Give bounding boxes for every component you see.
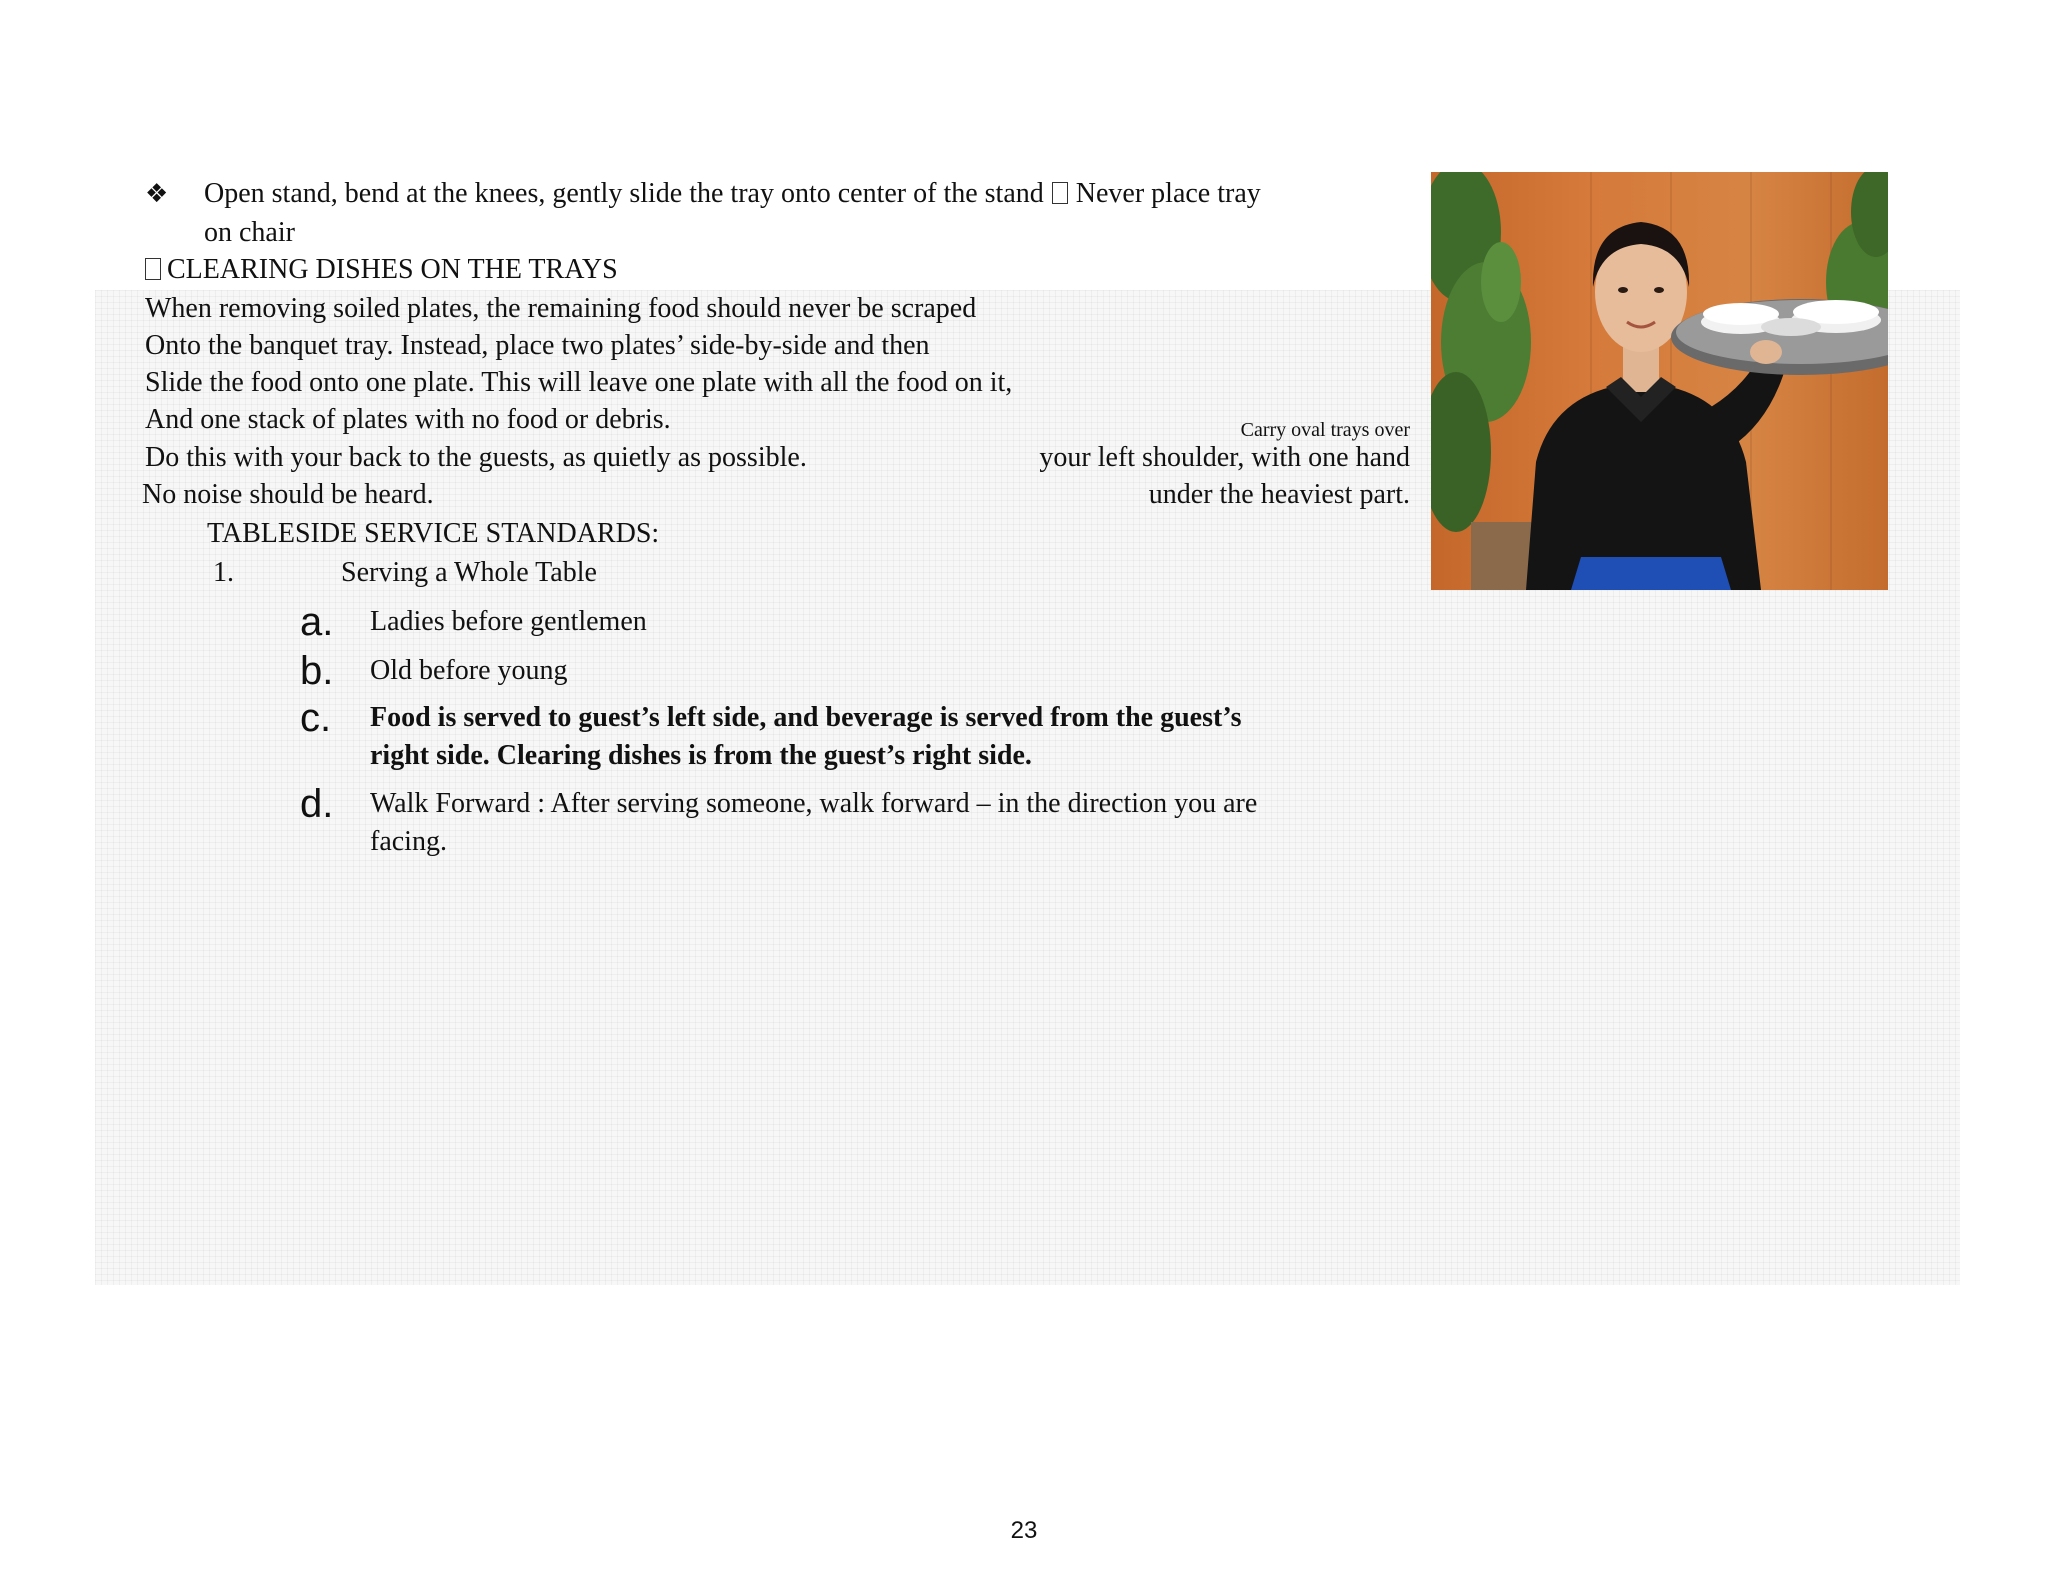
clearing-line: No noise should be heard. (142, 479, 434, 510)
missing-glyph-box-icon (1052, 182, 1068, 204)
photo-caption-line: under the heaviest part. (1148, 479, 1410, 510)
photo-caption-line: your left shoulder, with one hand (1039, 442, 1410, 473)
list-item-text: right side. Clearing dishes is from the guest’s right side. (370, 740, 1032, 771)
page-number: 23 (1010, 1517, 1038, 1544)
list-item-text: Food is served to guest’s left side, and beverage is served from the guest’s (370, 702, 1242, 733)
tableside-item-title: Serving a Whole Table (341, 557, 597, 588)
diamond-bullet-icon: ❖ (145, 179, 169, 209)
list-item-text: Ladies before gentlemen (370, 606, 647, 637)
clearing-line: And one stack of plates with no food or debris. (145, 404, 671, 435)
photo-caption-line: Carry oval trays over (1240, 419, 1410, 441)
list-letter: b. (300, 649, 334, 693)
list-letter: a. (300, 600, 334, 644)
photo-illustration (1431, 172, 1888, 590)
clearing-heading-text: CLEARING DISHES ON THE TRAYS (167, 254, 618, 285)
missing-glyph-box-icon (145, 258, 161, 280)
clearing-line: Slide the food onto one plate. This will leave one plate with all the food on it, (145, 367, 1013, 398)
list-letter: c. (300, 696, 332, 740)
intro-bullet-text-after: Never place tray (1075, 178, 1261, 209)
clearing-line: When removing soiled plates, the remaining food should never be scraped (145, 293, 977, 324)
plant-icon (1431, 172, 1531, 532)
intro-bullet-line (204, 176, 1261, 212)
list-item-text: Old before young (370, 655, 568, 686)
clearing-line: Do this with your back to the guests, as quietly as possible. (145, 442, 807, 473)
tableside-heading: TABLESIDE SERVICE STANDARDS: (207, 518, 660, 549)
list-item-text: facing. (370, 826, 447, 857)
list-item-text: Walk Forward : After serving someone, walk forward – in the direction you are (370, 788, 1258, 819)
intro-bullet-text: Open stand, bend at the knees, gently slide the tray onto center of the stand (204, 178, 1044, 209)
intro-bullet-continuation: on chair (204, 217, 295, 248)
clearing-heading (145, 252, 618, 288)
clearing-line: Onto the banquet tray. Instead, place two plates’ side-by-side and then (145, 330, 930, 361)
list-letter: d. (300, 782, 334, 826)
tableside-item-number: 1. (213, 557, 234, 588)
waitress-carrying-tray-photo (1431, 172, 1888, 590)
